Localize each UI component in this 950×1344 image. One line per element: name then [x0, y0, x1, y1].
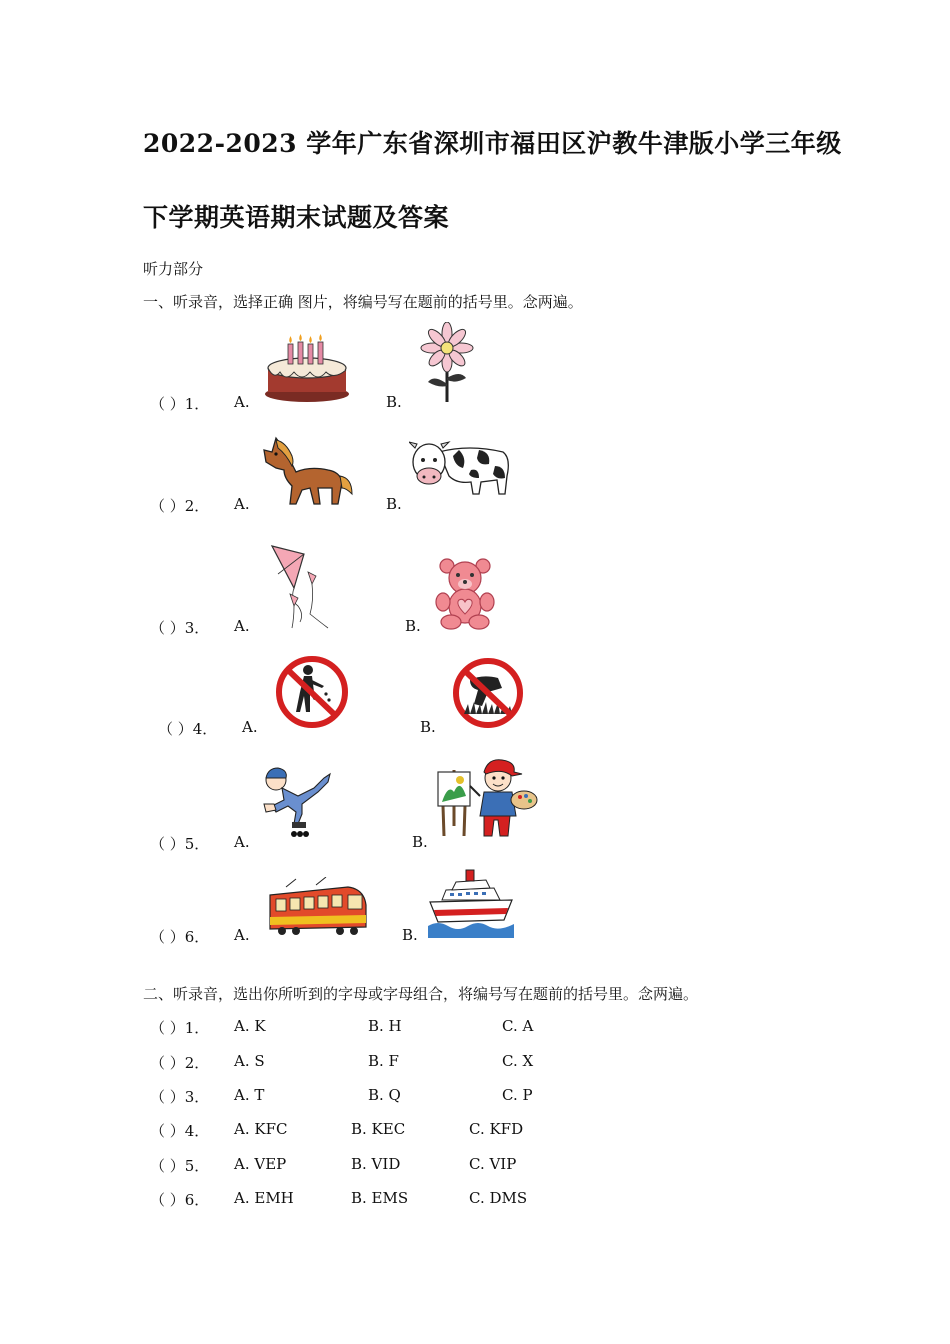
document-title-line2: 下学期英语期末试题及答案 [143, 203, 450, 232]
part2-q1-option-a: A. K [234, 1017, 266, 1035]
part2-q6-option-a: A. EMH [234, 1189, 294, 1207]
part1-q4-prefix: （ ）4． [158, 720, 218, 738]
part2-q4-option-c: C. KFD [469, 1120, 524, 1138]
no-stepping-on-grass-sign-icon [452, 658, 524, 728]
birthday-cake-icon [262, 334, 352, 406]
part1-q2-b-label: B. [386, 495, 402, 513]
part2-q4-prefix: （ ）4． [150, 1122, 210, 1140]
part2-q5-option-a: A. VEP [234, 1155, 287, 1173]
part1-q4-a-label: A. [242, 718, 258, 736]
cow-icon [409, 436, 511, 500]
part1-q3-b-label: B. [405, 617, 421, 635]
part2-q4-option-a: A. KFC [234, 1120, 288, 1138]
part2-q1-option-c: C. A [502, 1017, 534, 1035]
teddy-bear-icon [433, 558, 497, 630]
part1-q2-prefix: （ ）2． [150, 497, 210, 515]
part2-q4-option-b: B. KEC [351, 1120, 406, 1138]
part2-q2-option-b: B. F [368, 1052, 399, 1070]
part2-q3-option-c: C. P [502, 1086, 533, 1104]
part1-q6-a-label: A. [234, 926, 250, 944]
painting-boy-icon [436, 756, 538, 842]
part2-q5-option-c: C. VIP [469, 1155, 517, 1173]
part1-q1-a-label: A. [234, 393, 250, 411]
part1-q6-prefix: （ ）6． [150, 928, 210, 946]
no-littering-sign-icon [274, 656, 350, 728]
part2-q6-option-c: C. DMS [469, 1189, 528, 1207]
part1-q5-a-label: A. [234, 833, 250, 851]
train-icon [266, 877, 368, 937]
part1-q3-a-label: A. [234, 617, 250, 635]
horse-icon [262, 432, 354, 508]
roller-skating-boy-icon [262, 766, 342, 842]
part1-q6-b-label: B. [402, 926, 418, 944]
part2-q5-prefix: （ ）5． [150, 1157, 210, 1175]
part2-q2-option-c: C. X [502, 1052, 534, 1070]
part2-q1-option-b: B. H [368, 1017, 402, 1035]
kite-icon [264, 544, 330, 630]
part1-instruction: 一、听录音，选择正确 图片，将编号写在题前的括号里。念两遍。 [143, 293, 583, 311]
part2-instruction: 二、听录音，选出你所听到的字母或字母组合，将编号写在题前的括号里。念两遍。 [143, 985, 699, 1003]
part1-q2-a-label: A. [234, 495, 250, 513]
part2-q5-option-b: B. VID [351, 1155, 401, 1173]
part2-q3-option-a: A. T [234, 1086, 265, 1104]
part1-q1-prefix: （ ）1． [150, 395, 210, 413]
document-title-line1: 2022-2023 学年广东省深圳市福田区沪教牛津版小学三年级 [143, 129, 842, 158]
part1-q5-b-label: B. [412, 833, 428, 851]
flower-icon [416, 322, 478, 404]
part1-q1-b-label: B. [386, 393, 402, 411]
part1-q3-prefix: （ ）3． [150, 619, 210, 637]
section-label: 听力部分 [143, 260, 204, 278]
part2-q2-option-a: A. S [234, 1052, 265, 1070]
part2-q3-option-b: B. Q [368, 1086, 401, 1104]
part1-q5-prefix: （ ）5． [150, 835, 210, 853]
part2-q6-option-b: B. EMS [351, 1189, 409, 1207]
part2-q2-prefix: （ ）2． [150, 1054, 210, 1072]
ship-icon [428, 866, 514, 938]
part2-q1-prefix: （ ）1． [150, 1019, 210, 1037]
part1-q4-b-label: B. [420, 718, 436, 736]
part2-q3-prefix: （ ）3． [150, 1088, 210, 1106]
part2-q6-prefix: （ ）6． [150, 1191, 210, 1209]
